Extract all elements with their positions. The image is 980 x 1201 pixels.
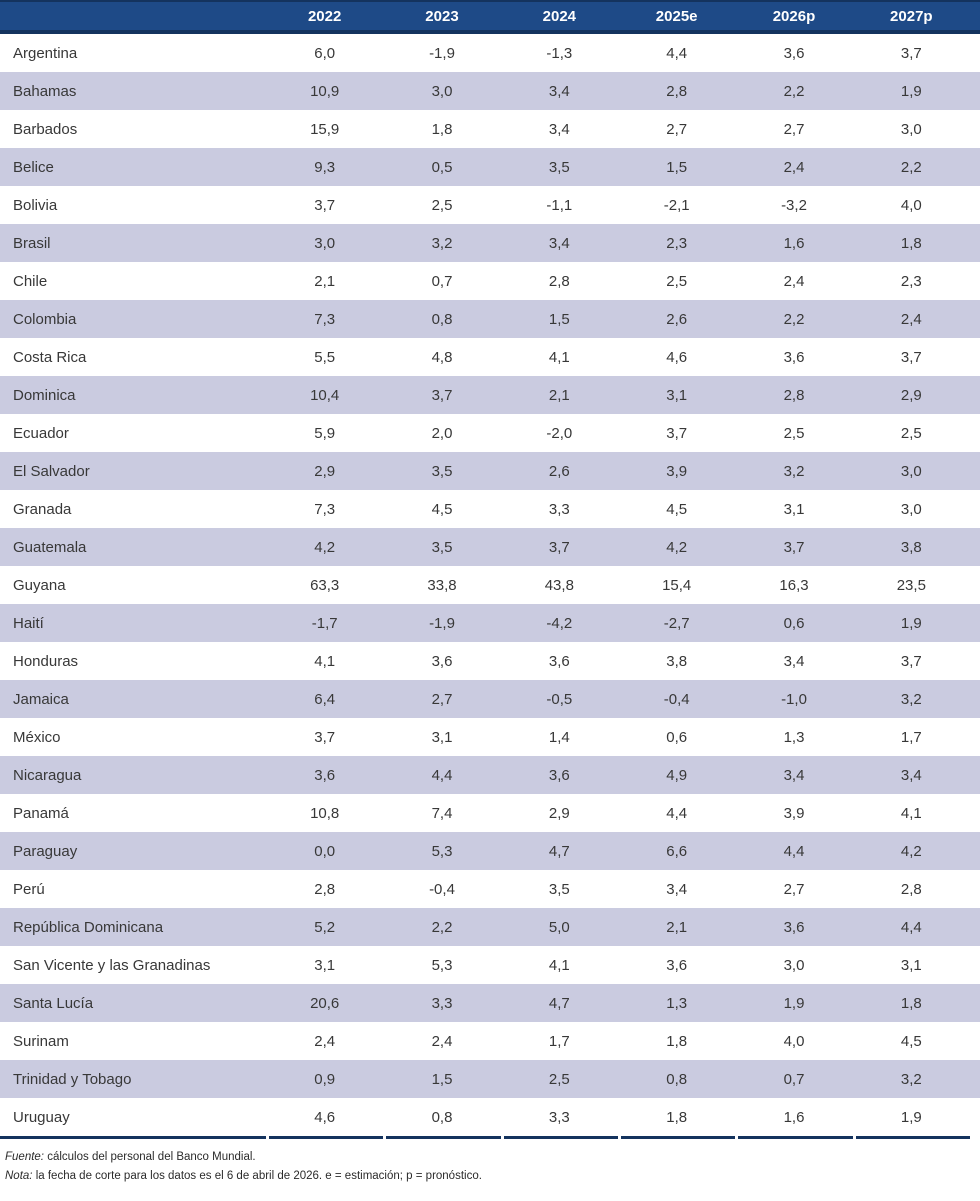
value-cell: 4,0 bbox=[900, 196, 922, 214]
value-cell: 3,3 bbox=[431, 994, 453, 1012]
value-cell: 4,6 bbox=[666, 348, 688, 366]
country-cell: Dominica bbox=[13, 386, 76, 404]
value-cell: 4,4 bbox=[783, 842, 805, 860]
value-cell: 43,8 bbox=[544, 576, 574, 594]
value-cell: 4,1 bbox=[314, 652, 336, 670]
value-cell: 0,7 bbox=[783, 1070, 805, 1088]
value-cell: 10,8 bbox=[310, 804, 340, 822]
table-row bbox=[0, 1060, 980, 1098]
value-cell: 3,8 bbox=[666, 652, 688, 670]
table-row bbox=[0, 262, 980, 300]
cutoff-note-label: Nota: bbox=[5, 1170, 33, 1182]
table-row bbox=[0, 908, 980, 946]
value-cell: 2,2 bbox=[900, 158, 922, 176]
value-cell: 3,7 bbox=[783, 538, 805, 556]
table-row bbox=[0, 452, 980, 490]
value-cell: 1,3 bbox=[666, 994, 688, 1012]
country-cell: Haití bbox=[13, 614, 44, 632]
value-cell: -2,7 bbox=[663, 614, 690, 632]
value-cell: 3,8 bbox=[900, 538, 922, 556]
value-cell: 3,1 bbox=[431, 728, 453, 746]
value-cell: 6,6 bbox=[666, 842, 688, 860]
value-cell: 3,1 bbox=[900, 956, 922, 974]
value-cell: 4,9 bbox=[666, 766, 688, 784]
table-row bbox=[0, 946, 980, 984]
cutoff-note-text: la fecha de corte para los datos es el 6 de abril de 2026. e = estimación; p = pronóstico. bbox=[35, 1170, 482, 1182]
value-cell: 2,7 bbox=[783, 880, 805, 898]
country-cell: Chile bbox=[13, 272, 48, 290]
value-cell: 23,5 bbox=[896, 576, 926, 594]
value-cell: 2,7 bbox=[666, 120, 688, 138]
value-cell: 3,5 bbox=[548, 880, 570, 898]
value-cell: 1,7 bbox=[900, 728, 922, 746]
value-cell: 3,6 bbox=[314, 766, 336, 784]
table-row bbox=[0, 186, 980, 224]
value-cell: 2,2 bbox=[431, 918, 453, 936]
value-cell: 1,9 bbox=[900, 1108, 922, 1126]
value-cell: 3,7 bbox=[314, 728, 336, 746]
bottom-rule-segment bbox=[386, 1136, 500, 1139]
value-cell: 2,6 bbox=[548, 462, 570, 480]
value-cell: 2,1 bbox=[666, 918, 688, 936]
column-header-2025e: 2025e bbox=[655, 7, 698, 25]
value-cell: 2,5 bbox=[783, 424, 805, 442]
value-cell: 4,5 bbox=[431, 500, 453, 518]
bottom-rule-segment bbox=[738, 1136, 852, 1139]
value-cell: 4,0 bbox=[783, 1032, 805, 1050]
table-row bbox=[0, 1098, 980, 1136]
value-cell: 10,9 bbox=[310, 82, 340, 100]
table-footnotes bbox=[0, 1151, 980, 1182]
country-cell: Bolivia bbox=[13, 196, 58, 214]
country-cell: Guatemala bbox=[13, 538, 87, 556]
value-cell: 3,1 bbox=[666, 386, 688, 404]
value-cell: 2,7 bbox=[431, 690, 453, 708]
value-cell: 3,4 bbox=[548, 234, 570, 252]
column-header-2026p: 2026p bbox=[772, 7, 816, 25]
column-header-2022: 2022 bbox=[307, 7, 342, 25]
value-cell: 5,0 bbox=[548, 918, 570, 936]
value-cell: 2,8 bbox=[783, 386, 805, 404]
value-cell: 3,4 bbox=[783, 766, 805, 784]
country-cell: Trinidad y Tobago bbox=[13, 1070, 132, 1088]
value-cell: 3,9 bbox=[783, 804, 805, 822]
country-cell: Santa Lucía bbox=[13, 994, 94, 1012]
value-cell: 2,3 bbox=[900, 272, 922, 290]
value-cell: 3,6 bbox=[548, 652, 570, 670]
value-cell: 2,4 bbox=[783, 272, 805, 290]
value-cell: 2,1 bbox=[548, 386, 570, 404]
country-cell: Perú bbox=[13, 880, 45, 898]
value-cell: 1,8 bbox=[431, 120, 453, 138]
source-note-label: Fuente: bbox=[5, 1151, 44, 1163]
value-cell: 3,5 bbox=[431, 462, 453, 480]
table-row bbox=[0, 566, 980, 604]
value-cell: 4,8 bbox=[431, 348, 453, 366]
value-cell: 1,8 bbox=[900, 994, 922, 1012]
table-row bbox=[0, 148, 980, 186]
value-cell: 5,3 bbox=[431, 842, 453, 860]
value-cell: -2,0 bbox=[546, 424, 573, 442]
value-cell: -0,4 bbox=[429, 880, 455, 898]
value-cell: 3,4 bbox=[900, 766, 922, 784]
value-cell: -1,3 bbox=[546, 44, 573, 62]
value-cell: 4,5 bbox=[666, 500, 688, 518]
value-cell: 3,7 bbox=[548, 538, 570, 556]
value-cell: 4,6 bbox=[314, 1108, 336, 1126]
value-cell: 3,0 bbox=[314, 234, 336, 252]
value-cell: 63,3 bbox=[310, 576, 340, 594]
value-cell: 15,9 bbox=[310, 120, 340, 138]
value-cell: 1,6 bbox=[783, 1108, 805, 1126]
value-cell: 2,9 bbox=[314, 462, 336, 480]
value-cell: 2,7 bbox=[783, 120, 805, 138]
table-row bbox=[0, 794, 980, 832]
value-cell: 2,9 bbox=[548, 804, 570, 822]
country-cell: República Dominicana bbox=[13, 918, 164, 936]
value-cell: -3,2 bbox=[781, 196, 807, 214]
value-cell: 1,8 bbox=[666, 1108, 688, 1126]
value-cell: 3,0 bbox=[900, 462, 922, 480]
country-cell: San Vicente y las Granadinas bbox=[13, 956, 211, 974]
value-cell: 3,4 bbox=[548, 82, 570, 100]
value-cell: 2,2 bbox=[783, 310, 805, 328]
table-row bbox=[0, 718, 980, 756]
value-cell: 1,5 bbox=[431, 1070, 453, 1088]
value-cell: 20,6 bbox=[310, 994, 340, 1012]
column-header-2024: 2024 bbox=[542, 7, 577, 25]
table-row bbox=[0, 528, 980, 566]
value-cell: -1,9 bbox=[429, 44, 455, 62]
value-cell: 4,7 bbox=[548, 842, 570, 860]
value-cell: 2,4 bbox=[900, 310, 922, 328]
value-cell: 3,3 bbox=[548, 500, 570, 518]
value-cell: 0,6 bbox=[783, 614, 805, 632]
value-cell: 3,6 bbox=[431, 652, 453, 670]
column-header-2027p: 2027p bbox=[890, 7, 933, 25]
value-cell: 1,6 bbox=[783, 234, 805, 252]
value-cell: 2,2 bbox=[783, 82, 805, 100]
table-row bbox=[0, 110, 980, 148]
value-cell: 1,3 bbox=[783, 728, 805, 746]
country-cell: Belice bbox=[13, 158, 54, 176]
value-cell: 3,1 bbox=[314, 956, 336, 974]
value-cell: 1,8 bbox=[900, 234, 922, 252]
value-cell: 2,9 bbox=[900, 386, 922, 404]
country-cell: Guyana bbox=[13, 576, 66, 594]
value-cell: 1,5 bbox=[548, 310, 570, 328]
value-cell: 2,1 bbox=[314, 272, 336, 290]
value-cell: -1,9 bbox=[429, 614, 455, 632]
table-row bbox=[0, 680, 980, 718]
value-cell: 0,9 bbox=[314, 1070, 336, 1088]
value-cell: 3,6 bbox=[548, 766, 570, 784]
cutoff-note bbox=[5, 1170, 980, 1182]
value-cell: 3,5 bbox=[431, 538, 453, 556]
value-cell: 3,7 bbox=[431, 386, 453, 404]
value-cell: 2,4 bbox=[431, 1032, 453, 1050]
value-cell: 4,1 bbox=[900, 804, 922, 822]
value-cell: 7,3 bbox=[314, 500, 336, 518]
country-cell: Ecuador bbox=[13, 424, 69, 442]
table-row bbox=[0, 490, 980, 528]
value-cell: 0,0 bbox=[314, 842, 336, 860]
table-row bbox=[0, 34, 980, 72]
table-row bbox=[0, 642, 980, 680]
value-cell: 0,7 bbox=[431, 272, 453, 290]
value-cell: 15,4 bbox=[662, 576, 692, 594]
value-cell: 7,3 bbox=[314, 310, 336, 328]
value-cell: 3,2 bbox=[900, 690, 922, 708]
country-cell: Honduras bbox=[13, 652, 79, 670]
value-cell: 3,3 bbox=[548, 1108, 570, 1126]
value-cell: 3,6 bbox=[783, 44, 805, 62]
value-cell: 3,0 bbox=[900, 120, 922, 138]
value-cell: 3,7 bbox=[900, 348, 922, 366]
value-cell: 0,5 bbox=[431, 158, 453, 176]
value-cell: 0,8 bbox=[431, 310, 453, 328]
value-cell: 3,4 bbox=[666, 880, 688, 898]
country-cell: Costa Rica bbox=[13, 348, 87, 366]
value-cell: 5,2 bbox=[314, 918, 336, 936]
table-row bbox=[0, 72, 980, 110]
country-cell: Panamá bbox=[13, 804, 69, 822]
value-cell: 2,8 bbox=[666, 82, 688, 100]
value-cell: 4,4 bbox=[666, 44, 688, 62]
value-cell: 7,4 bbox=[431, 804, 453, 822]
country-cell: El Salvador bbox=[13, 462, 90, 480]
value-cell: 3,4 bbox=[548, 120, 570, 138]
table-header-row bbox=[0, 0, 980, 34]
value-cell: 1,4 bbox=[548, 728, 570, 746]
value-cell: 10,4 bbox=[310, 386, 340, 404]
value-cell: 1,8 bbox=[666, 1032, 688, 1050]
value-cell: -0,5 bbox=[546, 690, 573, 708]
value-cell: 5,9 bbox=[314, 424, 336, 442]
bottom-rule-segment bbox=[621, 1136, 735, 1139]
value-cell: 4,5 bbox=[900, 1032, 922, 1050]
value-cell: 2,4 bbox=[783, 158, 805, 176]
value-cell: -0,4 bbox=[663, 690, 690, 708]
value-cell: 3,7 bbox=[314, 196, 336, 214]
table-row bbox=[0, 1022, 980, 1060]
country-cell: Colombia bbox=[13, 310, 77, 328]
value-cell: 2,5 bbox=[548, 1070, 570, 1088]
value-cell: 5,3 bbox=[431, 956, 453, 974]
value-cell: 3,9 bbox=[666, 462, 688, 480]
source-note bbox=[5, 1151, 980, 1163]
value-cell: 3,5 bbox=[548, 158, 570, 176]
value-cell: 4,2 bbox=[314, 538, 336, 556]
table-row bbox=[0, 224, 980, 262]
value-cell: 1,5 bbox=[666, 158, 688, 176]
table-row bbox=[0, 756, 980, 794]
table-bottom-rule bbox=[0, 1136, 980, 1139]
value-cell: 3,7 bbox=[666, 424, 688, 442]
country-cell: Uruguay bbox=[13, 1108, 70, 1126]
value-cell: 3,0 bbox=[431, 82, 453, 100]
value-cell: 6,0 bbox=[314, 44, 336, 62]
table-row bbox=[0, 300, 980, 338]
value-cell: 3,2 bbox=[431, 234, 453, 252]
value-cell: 0,8 bbox=[666, 1070, 688, 1088]
country-cell: Barbados bbox=[13, 120, 78, 138]
value-cell: 2,8 bbox=[900, 880, 922, 898]
country-cell: Argentina bbox=[13, 44, 78, 62]
table-row bbox=[0, 376, 980, 414]
value-cell: -4,2 bbox=[546, 614, 573, 632]
value-cell: 3,7 bbox=[900, 652, 922, 670]
value-cell: 9,3 bbox=[314, 158, 336, 176]
value-cell: 3,0 bbox=[900, 500, 922, 518]
value-cell: 4,2 bbox=[666, 538, 688, 556]
value-cell: 4,1 bbox=[548, 348, 570, 366]
table-row bbox=[0, 338, 980, 376]
country-cell: México bbox=[13, 728, 61, 746]
value-cell: 2,0 bbox=[431, 424, 453, 442]
value-cell: 4,2 bbox=[900, 842, 922, 860]
value-cell: 5,5 bbox=[314, 348, 336, 366]
bottom-rule-segment bbox=[856, 1136, 970, 1139]
value-cell: 2,6 bbox=[666, 310, 688, 328]
value-cell: -2,1 bbox=[663, 196, 690, 214]
table-body bbox=[0, 34, 980, 1136]
value-cell: 2,8 bbox=[314, 880, 336, 898]
value-cell: 2,5 bbox=[431, 196, 453, 214]
value-cell: 3,2 bbox=[783, 462, 805, 480]
bottom-rule-segment bbox=[0, 1136, 266, 1139]
country-cell: Jamaica bbox=[13, 690, 69, 708]
value-cell: -1,1 bbox=[546, 196, 573, 214]
value-cell: 1,9 bbox=[783, 994, 805, 1012]
column-header-2023: 2023 bbox=[425, 7, 459, 25]
value-cell: 1,7 bbox=[548, 1032, 570, 1050]
source-note-text: cálculos del personal del Banco Mundial. bbox=[47, 1151, 256, 1163]
value-cell: 4,4 bbox=[900, 918, 922, 936]
value-cell: 0,8 bbox=[431, 1108, 453, 1126]
value-cell: -1,7 bbox=[311, 614, 338, 632]
value-cell: 3,6 bbox=[783, 918, 805, 936]
country-cell: Granada bbox=[13, 500, 72, 518]
value-cell: 3,2 bbox=[900, 1070, 922, 1088]
value-cell: 33,8 bbox=[427, 576, 457, 594]
bottom-rule-segment bbox=[269, 1136, 383, 1139]
value-cell: -1,0 bbox=[781, 690, 807, 708]
value-cell: 3,6 bbox=[666, 956, 688, 974]
table-row bbox=[0, 414, 980, 452]
value-cell: 3,0 bbox=[783, 956, 805, 974]
value-cell: 3,1 bbox=[783, 500, 805, 518]
value-cell: 3,7 bbox=[900, 44, 922, 62]
table-row bbox=[0, 832, 980, 870]
country-cell: Paraguay bbox=[13, 842, 78, 860]
country-cell: Bahamas bbox=[13, 82, 77, 100]
value-cell: 2,5 bbox=[900, 424, 922, 442]
value-cell: 4,1 bbox=[548, 956, 570, 974]
value-cell: 2,8 bbox=[548, 272, 570, 290]
value-cell: 1,9 bbox=[900, 82, 922, 100]
value-cell: 2,3 bbox=[666, 234, 688, 252]
country-cell: Brasil bbox=[13, 234, 51, 252]
value-cell: 6,4 bbox=[314, 690, 336, 708]
country-cell: Surinam bbox=[13, 1032, 69, 1050]
value-cell: 1,9 bbox=[900, 614, 922, 632]
value-cell: 4,4 bbox=[666, 804, 688, 822]
value-cell: 0,6 bbox=[666, 728, 688, 746]
value-cell: 16,3 bbox=[779, 576, 809, 594]
value-cell: 3,4 bbox=[783, 652, 805, 670]
value-cell: 3,6 bbox=[783, 348, 805, 366]
country-cell: Nicaragua bbox=[13, 766, 82, 784]
table-row bbox=[0, 604, 980, 642]
bottom-rule-segment bbox=[504, 1136, 618, 1139]
value-cell: 2,4 bbox=[314, 1032, 336, 1050]
value-cell: 4,4 bbox=[431, 766, 453, 784]
table-row bbox=[0, 870, 980, 908]
value-cell: 2,5 bbox=[666, 272, 688, 290]
table-row bbox=[0, 984, 980, 1022]
value-cell: 4,7 bbox=[548, 994, 570, 1012]
